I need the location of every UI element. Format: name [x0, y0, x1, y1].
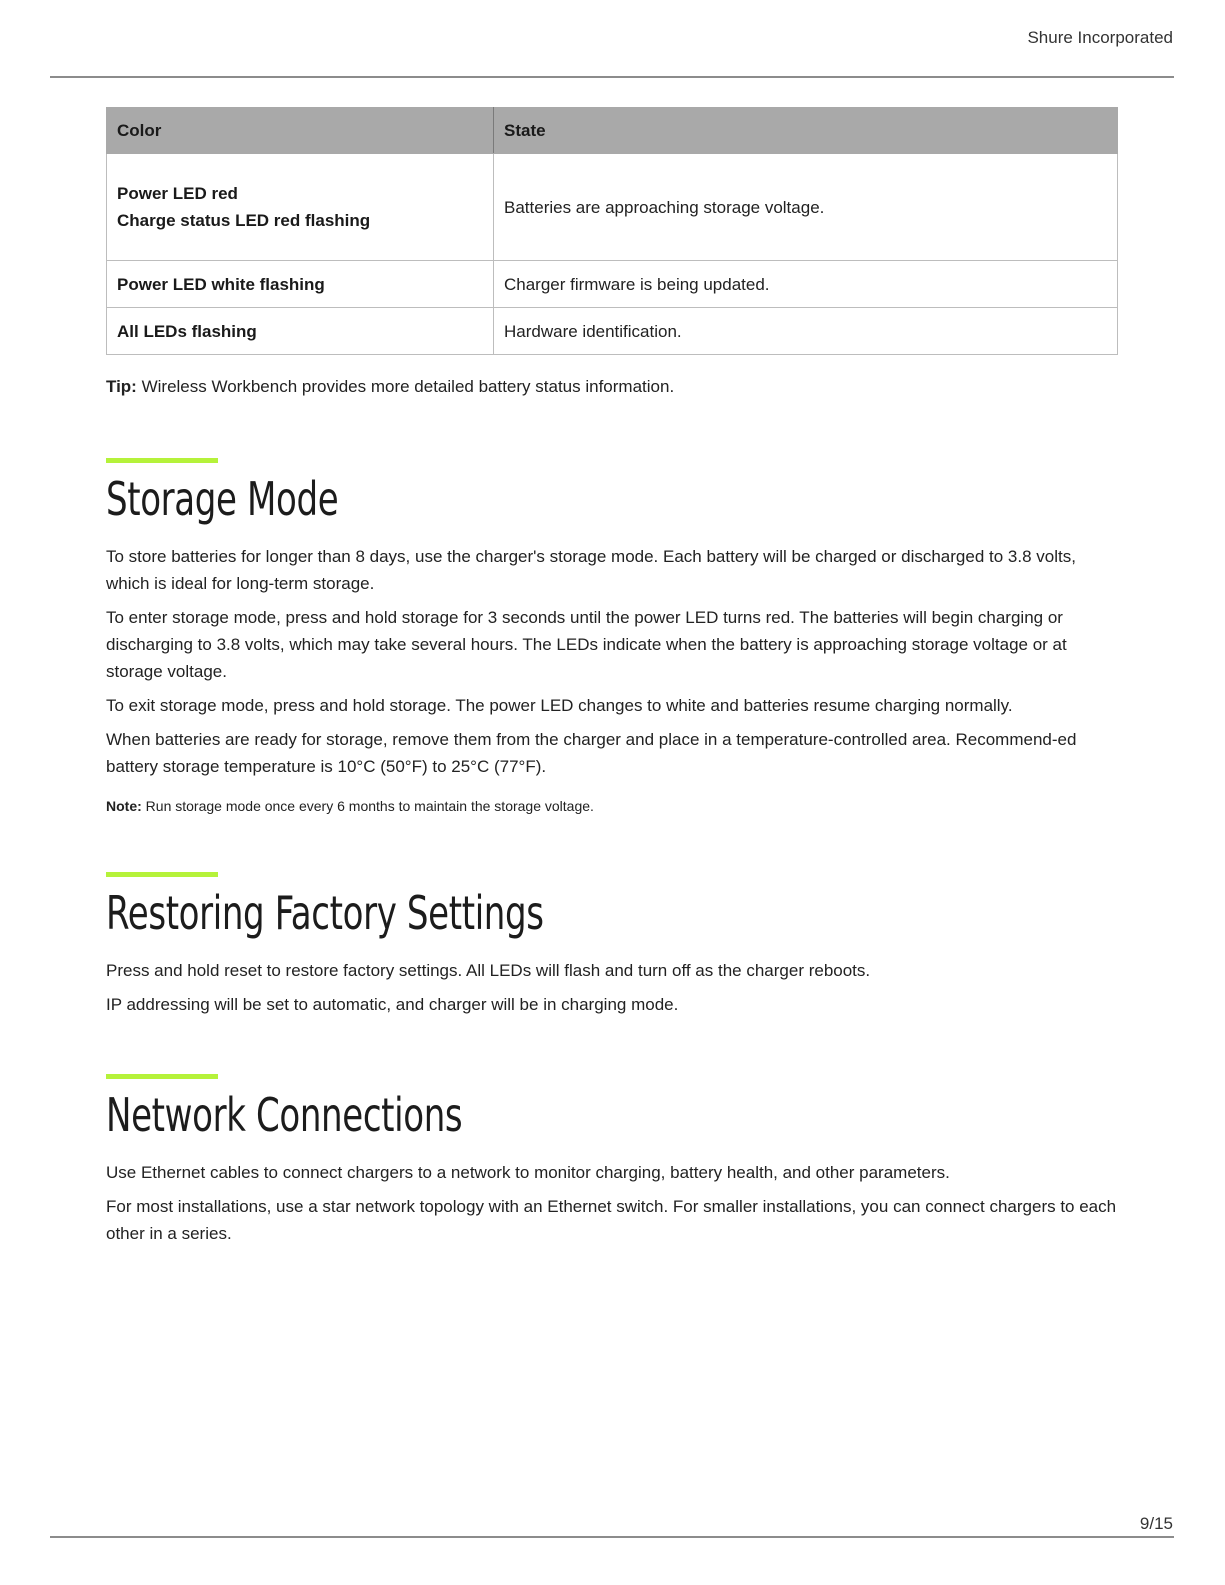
table-cell-state: Hardware identification.: [494, 308, 1118, 355]
section-storage-mode: [106, 458, 1118, 816]
table-cell-state: Batteries are approaching storage voltage.: [494, 154, 1118, 261]
paragraph: For most installations, use a star network topology with an Ethernet switch. For smaller installations, you can connect chargers to each other in a series.: [106, 1197, 1117, 1243]
section-title-network: Network Connections: [106, 1088, 463, 1142]
section-title-storage-mode: Storage Mode: [106, 472, 339, 526]
section-accent-bar: [106, 872, 218, 877]
table-header-row: [107, 108, 1118, 154]
paragraph: Press and hold reset to restore factory settings. All LEDs will flash and turn off as the charger reboots.: [106, 961, 871, 980]
paragraph: To exit storage mode, press and hold storage. The power LED changes to white and batteries resume charging normally.: [106, 696, 1013, 715]
table-cell-color: [107, 261, 494, 308]
table-cell-color: [107, 308, 494, 355]
color-line: Charge status LED red flashing: [117, 211, 371, 230]
paragraph: Use Ethernet cables to connect chargers to a network to monitor charging, battery health, and other parameters.: [106, 1163, 950, 1182]
section-restoring-factory-settings: [106, 872, 1118, 1018]
note-label: Note:: [106, 798, 142, 814]
paragraph: IP addressing will be set to automatic, and charger will be in charging mode.: [106, 995, 679, 1014]
table-header-state: State: [494, 108, 1118, 154]
table-cell-color: [107, 154, 494, 261]
footer-divider: [50, 1536, 1174, 1538]
header-company: Shure Incorporated: [1027, 28, 1173, 47]
table-header-color: Color: [107, 108, 494, 154]
table-row: [107, 154, 1118, 261]
tip-paragraph: [106, 375, 1118, 399]
section-network-connections: [106, 1074, 1118, 1247]
section-title-restoring: Restoring Factory Settings: [106, 886, 544, 940]
note-paragraph: [106, 796, 1118, 816]
page-content: [106, 107, 1118, 1247]
page-number: 9/15: [1139, 1514, 1173, 1533]
table-cell-state: Charger firmware is being updated.: [494, 261, 1118, 308]
note-text: Run storage mode once every 6 months to maintain the storage voltage.: [141, 798, 594, 814]
tip-label: Tip:: [106, 377, 137, 396]
section-accent-bar: [106, 458, 218, 463]
color-line: Power LED white flashing: [117, 274, 325, 294]
led-status-table: [106, 107, 1118, 355]
color-line: Power LED red: [117, 184, 238, 203]
header-divider: [50, 76, 1174, 78]
paragraph: When batteries are ready for storage, remove them from the charger and place in a temperature-controlled area. Recommend-ed battery storage temperature is 10°C (50°F) to 25°C (77°F).: [106, 730, 1077, 776]
section-accent-bar: [106, 1074, 218, 1079]
table-row: [107, 308, 1118, 355]
tip-text: Wireless Workbench provides more detailed battery status information.: [136, 377, 675, 396]
paragraph: To enter storage mode, press and hold storage for 3 seconds until the power LED turns red. The batteries will begin charging or discharging to 3.8 volts, which may take several hours. The LEDs indicate when the battery is approaching storage voltage or at storage voltage.: [106, 608, 1067, 681]
color-line: All LEDs flashing: [117, 321, 257, 341]
paragraph: To store batteries for longer than 8 days, use the charger's storage mode. Each battery will be charged or discharged to 3.8 volts, which is ideal for long-term storage.: [106, 547, 1076, 593]
table-row: [107, 261, 1118, 308]
